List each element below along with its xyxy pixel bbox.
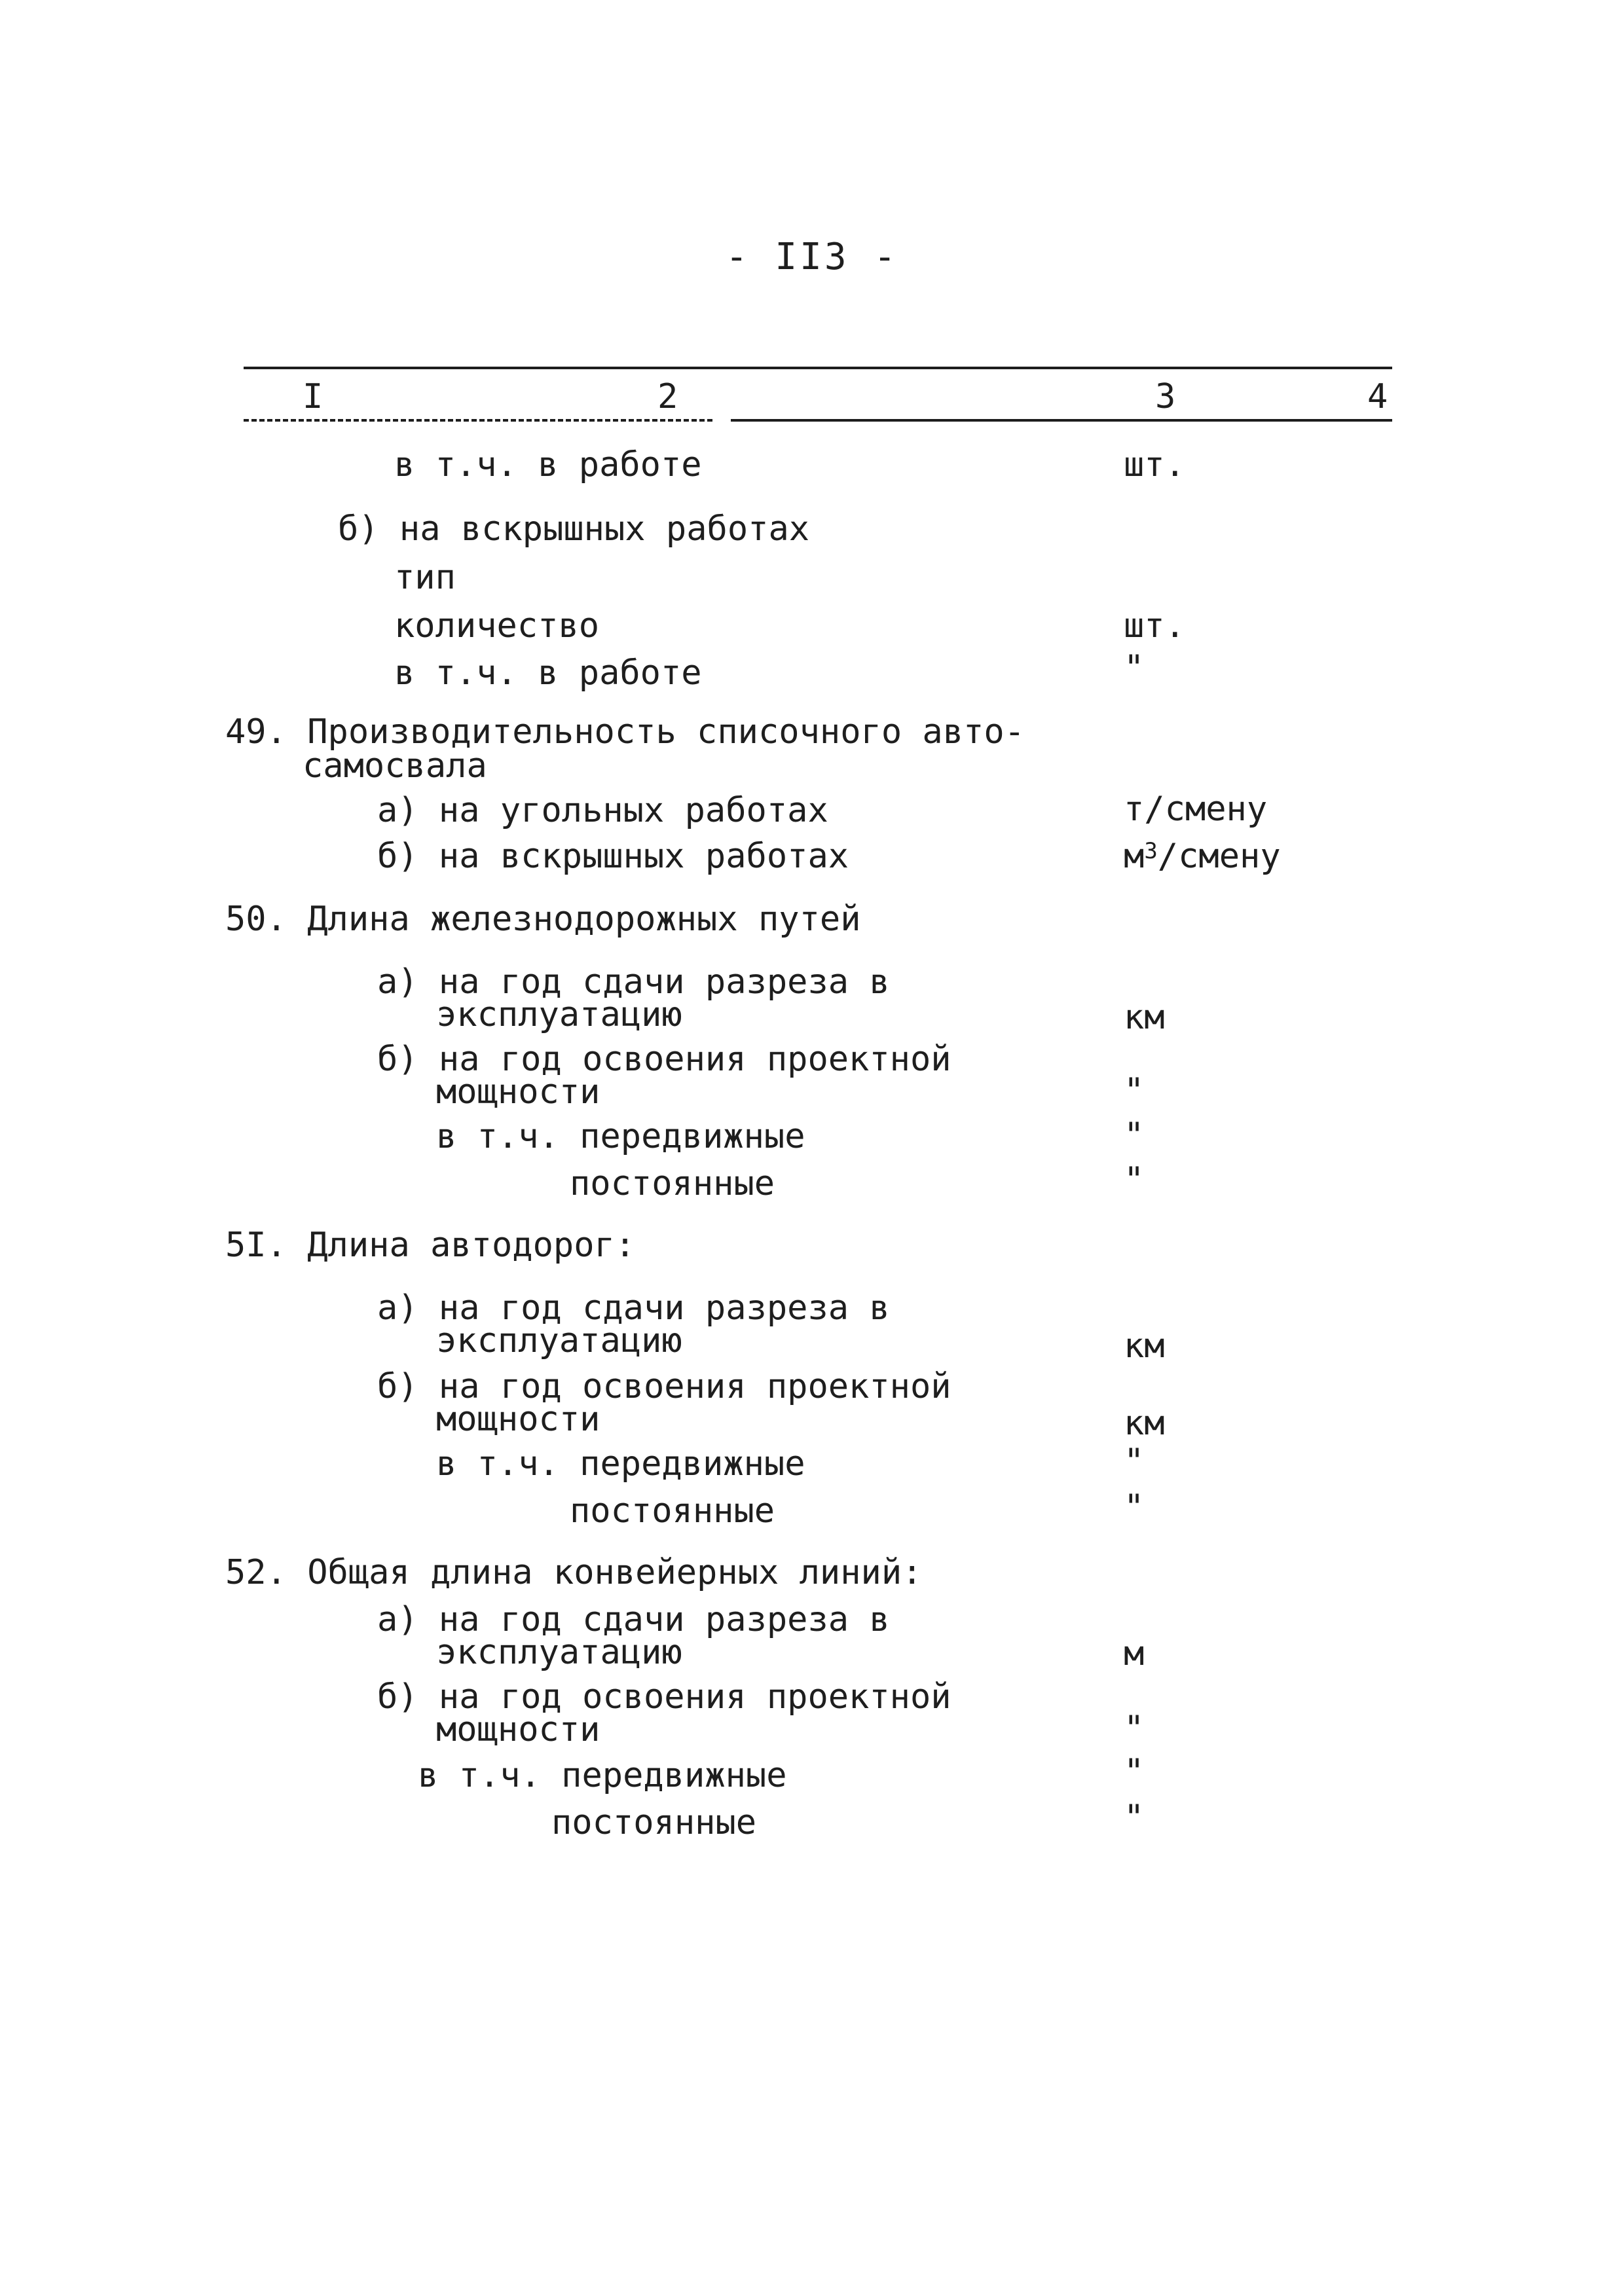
row-text: в т.ч. в работе (394, 653, 702, 693)
column-header-4: 4 (1367, 377, 1388, 416)
row-text: постоянные (551, 1803, 757, 1842)
row-unit: " (1124, 648, 1145, 687)
row-unit: м (1124, 1634, 1145, 1673)
row-text: б) на год освоения проектной (377, 1677, 951, 1717)
row-text: б) на вскрышных работах (377, 837, 849, 876)
header-top-rule (244, 367, 1392, 369)
row-text-cont: мощности (436, 1710, 600, 1749)
row-text-cont: мощности (436, 1072, 600, 1112)
row-unit: км (1124, 1326, 1165, 1366)
header-bottom-rule-right (731, 419, 1392, 422)
row-text: а) на год сдачи разреза в (377, 962, 890, 1002)
row-unit: шт. (1124, 445, 1185, 484)
row-text: б) на год освоения проектной (377, 1040, 951, 1079)
row-text: постоянные (570, 1491, 775, 1531)
row-unit: шт. (1124, 606, 1185, 646)
row-unit: т/смену (1124, 790, 1268, 829)
row-text: постоянные (570, 1164, 775, 1203)
row-unit: км (1124, 1404, 1165, 1443)
row-unit: " (1124, 1798, 1145, 1837)
row-unit: " (1124, 1442, 1145, 1481)
row-unit: " (1124, 1071, 1145, 1110)
row-text-cont: эксплуатацию (436, 1633, 682, 1672)
row-unit: " (1124, 1709, 1145, 1748)
item-49-heading: 49. Производительность списочного авто- (225, 712, 1025, 752)
row-text-cont: мощности (436, 1400, 600, 1439)
row-unit: км (1124, 998, 1165, 1037)
column-header-2: 2 (657, 377, 678, 416)
unit-base: м (1124, 837, 1145, 876)
row-text: тип (394, 558, 456, 597)
row-text: а) на угольных работах (377, 791, 828, 830)
row-text: в т.ч. в работе (394, 445, 702, 484)
row-text: а) на год сдачи разреза в (377, 1600, 890, 1639)
row-text: б) на год освоения проектной (377, 1367, 951, 1406)
row-text: в т.ч. передвижные (436, 1444, 805, 1484)
page-number: - II3 - (725, 236, 898, 278)
item-52-heading: 52. Общая длина конвейерных линий: (225, 1553, 923, 1592)
unit-superscript: 3 (1144, 838, 1158, 864)
row-text-cont: эксплуатацию (436, 1321, 682, 1360)
row-text-cont: эксплуатацию (436, 995, 682, 1034)
row-unit: " (1124, 1160, 1145, 1199)
column-header-3: 3 (1155, 377, 1176, 416)
row-text: в т.ч. передвижные (418, 1756, 787, 1795)
item-49-heading-cont: самосвала (303, 746, 487, 786)
item-50-heading: 50. Длина железнодорожных путей (225, 900, 861, 939)
row-text: в т.ч. передвижные (436, 1117, 805, 1156)
column-header-1: I (303, 377, 323, 416)
unit-rest: /смену (1157, 837, 1281, 876)
item-51-heading: 5I. Длина автодорог: (225, 1226, 636, 1265)
row-unit: " (1124, 1116, 1145, 1155)
row-unit: " (1124, 1487, 1145, 1527)
row-unit: " (1124, 1752, 1145, 1791)
header-bottom-rule-left (244, 419, 712, 422)
row-text: количество (394, 606, 600, 646)
row-unit (1124, 837, 1281, 876)
row-text: а) на год сдачи разреза в (377, 1288, 890, 1328)
row-text: б) на вскрышных работах (338, 509, 810, 549)
